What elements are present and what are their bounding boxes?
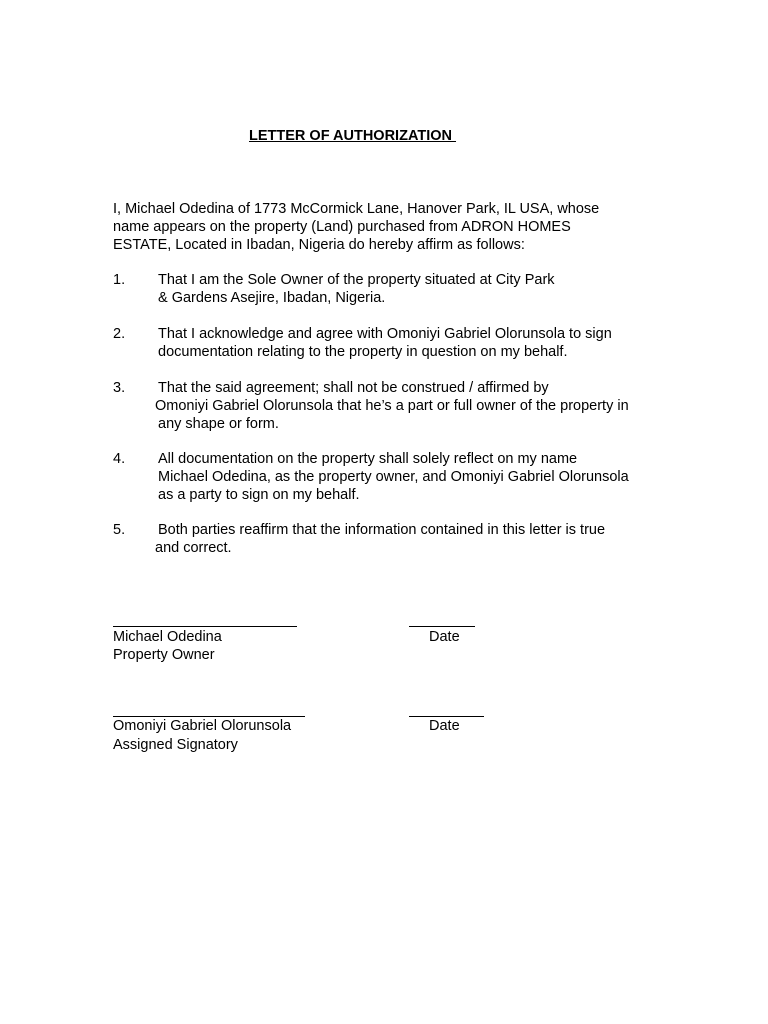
date-label-owner: Date [429,629,460,645]
item-line: and correct. [155,540,232,556]
item-number: 2. [113,326,126,342]
date-line-owner [409,626,475,627]
item-line: That the said agreement; shall not be construed / affirmed by [158,380,549,396]
item-number: 3. [113,380,126,396]
intro-line: ESTATE, Located in Ibadan, Nigeria do hereby affirm as follows: [113,237,525,253]
item-line: All documentation on the property shall solely reflect on my name [158,451,578,467]
item-line: documentation relating to the property in question on my behalf. [158,344,568,360]
item-line: Omoniyi Gabriel Olorunsola that he’s a part or full owner of the property in [155,398,629,414]
item-line: as a party to sign on my behalf. [158,487,360,503]
signer-name-owner: Michael Odedina [113,629,222,645]
date-label-signatory: Date [429,718,460,734]
item-line: Michael Odedina, as the property owner, and Omoniyi Gabriel Olorunsola [158,469,629,485]
list-item-2 [113,325,612,361]
intro-line: name appears on the property (Land) purchased from ADRON HOMES [113,219,571,235]
item-line: Both parties reaffirm that the information contained in this letter is true [158,522,606,538]
item-line: & Gardens Asejire, Ibadan, Nigeria. [158,290,386,306]
item-line: any shape or form. [158,416,279,432]
signer-role-owner: Property Owner [113,647,215,663]
signer-role-signatory: Assigned Signatory [113,737,238,753]
item-number: 4. [113,451,126,467]
item-number: 5. [113,522,126,538]
list-item-3 [113,379,629,433]
item-line: That I am the Sole Owner of the property situated at City Park [158,272,555,288]
list-item-1 [113,271,555,307]
list-item-4 [113,450,629,504]
intro-paragraph [113,200,653,254]
signature-line-owner [113,626,297,627]
letter-title: LETTER OF AUTHORIZATION [249,128,457,144]
signer-name-signatory: Omoniyi Gabriel Olorunsola [113,718,292,734]
item-line: That I acknowledge and agree with Omoniyi Gabriel Olorunsola to sign [158,326,612,342]
intro-line: I, Michael Odedina of 1773 McCormick Lane, Hanover Park, IL USA, whose [113,201,600,217]
list-item-5 [113,521,606,557]
item-number: 1. [113,272,126,288]
